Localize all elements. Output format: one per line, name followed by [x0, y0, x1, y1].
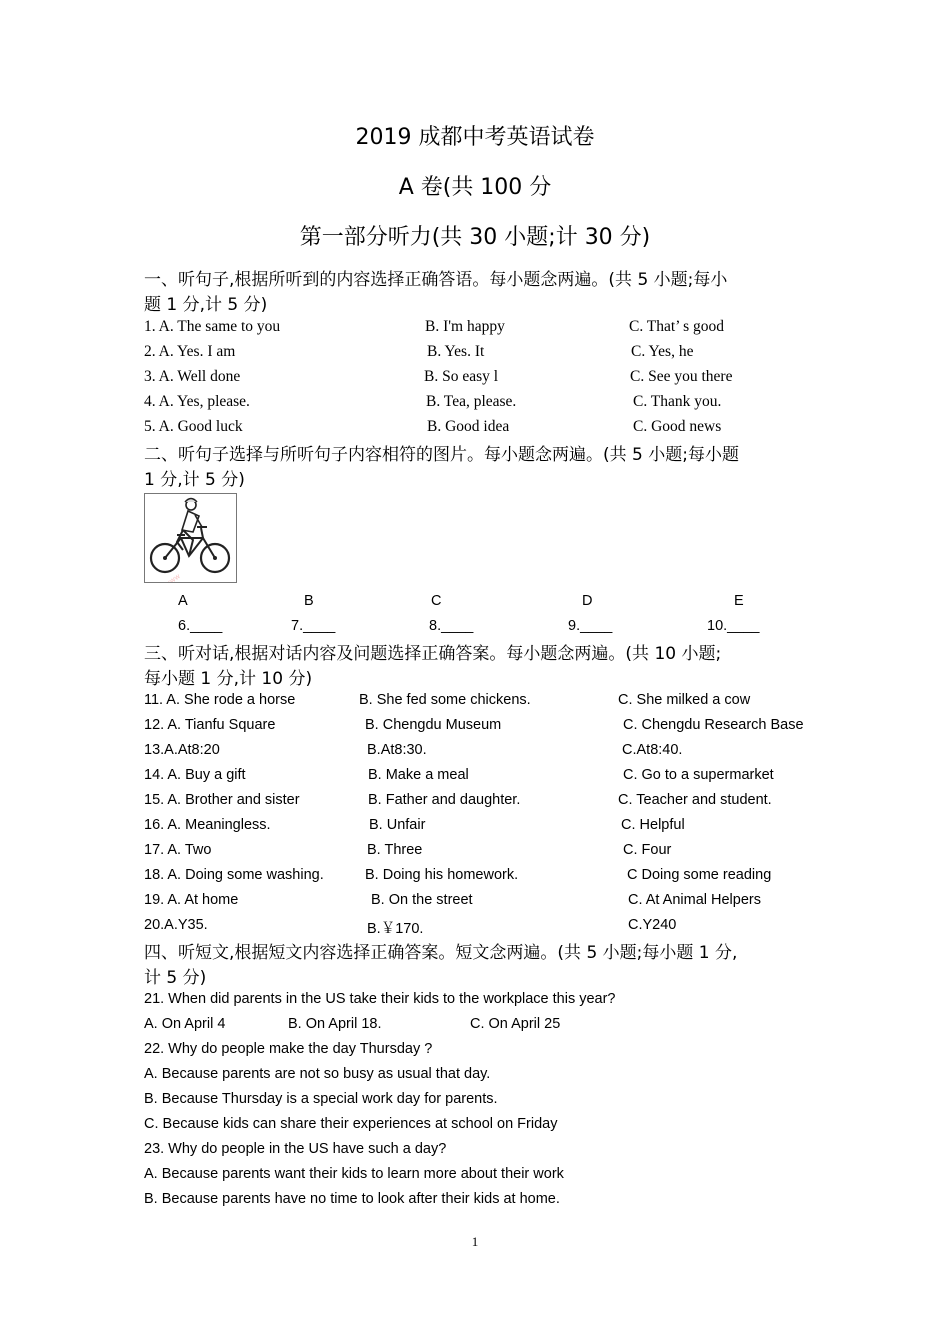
- q12-option-a: 12. A. Tianfu Square: [144, 717, 276, 733]
- q5-option-c: C. Good news: [633, 418, 722, 435]
- bike-rider-icon: [145, 494, 236, 582]
- q21-option-a: A. On April 4: [144, 1016, 226, 1032]
- section-one-instruction: 一、听句子,根据所听到的内容选择正确答语。每小题念两遍。(共 5 小题;每小: [144, 270, 728, 290]
- part-one-heading: 第一部分听力(共 30 小题;计 30 分): [299, 225, 651, 250]
- q3-option-b: B. So easy l: [424, 368, 499, 385]
- q18-option-c: C Doing some reading: [627, 867, 772, 883]
- q15-option-a: 15. A. Brother and sister: [144, 792, 300, 808]
- answer-blank-10: 10.____: [707, 618, 760, 634]
- q22-option-b: B. Because Thursday is a special work day for parents.: [144, 1091, 498, 1107]
- cyclist-picture: [144, 493, 237, 583]
- q17-option-c: C. Four: [623, 842, 672, 858]
- section-four-instruction-cont: 计 5 分): [144, 968, 207, 988]
- q1-option-c: C. That’ s good: [629, 318, 725, 335]
- picture-label-e: E: [734, 593, 744, 609]
- q13-option-b: B.At8:30.: [367, 742, 427, 758]
- answer-blank-9: 9.____: [568, 618, 613, 634]
- q2-option-a: 2. A. Yes. I am: [144, 343, 236, 360]
- q12-option-b: B. Chengdu Museum: [365, 717, 502, 733]
- q17-option-a: 17. A. Two: [144, 842, 212, 858]
- q1-option-b: B. I'm happy: [425, 318, 505, 335]
- q15-option-b: B. Father and daughter.: [368, 792, 521, 808]
- answer-blank-6: 6.____: [178, 618, 223, 634]
- page-number: 1: [471, 1234, 479, 1249]
- picture-label-c: C: [431, 593, 442, 609]
- answer-blank-7: 7.____: [291, 618, 336, 634]
- q11-option-b: B. She fed some chickens.: [359, 692, 531, 708]
- q5-option-a: 5. A. Good luck: [144, 418, 243, 435]
- q11-option-a: 11. A. She rode a horse: [144, 692, 296, 708]
- section-four-instruction: 四、听短文,根据短文内容选择正确答案。短文念两遍。(共 5 小题;每小题 1 分,: [144, 943, 738, 963]
- q23-text: 23. Why do people in the US have such a day?: [144, 1141, 447, 1157]
- q13-option-c: C.At8:40.: [622, 742, 683, 758]
- q2-option-c: C. Yes, he: [631, 343, 694, 360]
- exam-title: 2019 成都中考英语试卷: [355, 125, 595, 150]
- q15-option-c: C. Teacher and student.: [618, 792, 772, 808]
- q14-option-c: C. Go to a supermarket: [623, 767, 774, 783]
- q18-option-a: 18. A. Doing some washing.: [144, 867, 324, 883]
- q16-option-b: B. Unfair: [369, 817, 426, 833]
- q22-option-a: A. Because parents are not so busy as usual that day.: [144, 1066, 491, 1082]
- q21-option-c: C. On April 25: [470, 1016, 561, 1032]
- q18-option-b: B. Doing his homework.: [365, 867, 519, 883]
- q2-option-b: B. Yes. It: [427, 343, 485, 360]
- section-three-instruction-cont: 每小题 1 分,计 10 分): [144, 669, 313, 689]
- q3-option-c: C. See you there: [630, 368, 733, 385]
- q21-option-b: B. On April 18.: [288, 1016, 382, 1032]
- q16-option-c: C. Helpful: [621, 817, 685, 833]
- section-two-instruction-cont: 1 分,计 5 分): [144, 470, 245, 490]
- svg-text:www: www: [163, 572, 182, 582]
- picture-label-d: D: [582, 593, 593, 609]
- q19-option-a: 19. A. At home: [144, 892, 239, 908]
- q22-option-c: C. Because kids can share their experiences at school on Friday: [144, 1116, 558, 1132]
- q20-option-a: 20.A.Y35.: [144, 917, 208, 933]
- q13-option-a: 13.A.At8:20: [144, 742, 220, 758]
- q1-option-a: 1. A. The same to you: [144, 318, 281, 335]
- section-one-instruction-cont: 题 1 分,计 5 分): [144, 295, 268, 315]
- q19-option-b: B. On the street: [371, 892, 473, 908]
- q3-option-a: 3. A. Well done: [144, 368, 241, 385]
- q17-option-b: B. Three: [367, 842, 423, 858]
- exam-subtitle: A 卷(共 100 分: [398, 175, 552, 200]
- picture-label-a: A: [178, 593, 188, 609]
- q4-option-b: B. Tea, please.: [426, 393, 517, 410]
- q4-option-a: 4. A. Yes, please.: [144, 393, 250, 410]
- q11-option-c: C. She milked a cow: [618, 692, 751, 708]
- q14-option-b: B. Make a meal: [368, 767, 469, 783]
- section-two-instruction: 二、听句子选择与所听句子内容相符的图片。每小题念两遍。(共 5 小题;每小题: [144, 445, 739, 465]
- answer-blank-8: 8.____: [429, 618, 474, 634]
- q20-option-b: B.￥170.: [367, 921, 424, 937]
- q14-option-a: 14. A. Buy a gift: [144, 767, 246, 783]
- q19-option-c: C. At Animal Helpers: [628, 892, 761, 908]
- q5-option-b: B. Good idea: [427, 418, 510, 435]
- section-three-instruction: 三、听对话,根据对话内容及问题选择正确答案。每小题念两遍。(共 10 小题;: [144, 644, 722, 664]
- q22-text: 22. Why do people make the day Thursday ?: [144, 1041, 433, 1057]
- picture-label-b: B: [304, 593, 314, 609]
- q23-option-a: A. Because parents want their kids to learn more about their work: [144, 1166, 564, 1182]
- q12-option-c: C. Chengdu Research Base: [623, 717, 804, 733]
- q20-option-c: C.Y240: [628, 917, 677, 933]
- q21-text: 21. When did parents in the US take their kids to the workplace this year?: [144, 991, 616, 1007]
- q23-option-b: B. Because parents have no time to look after their kids at home.: [144, 1191, 560, 1207]
- q16-option-a: 16. A. Meaningless.: [144, 817, 271, 833]
- q4-option-c: C. Thank you.: [633, 393, 722, 410]
